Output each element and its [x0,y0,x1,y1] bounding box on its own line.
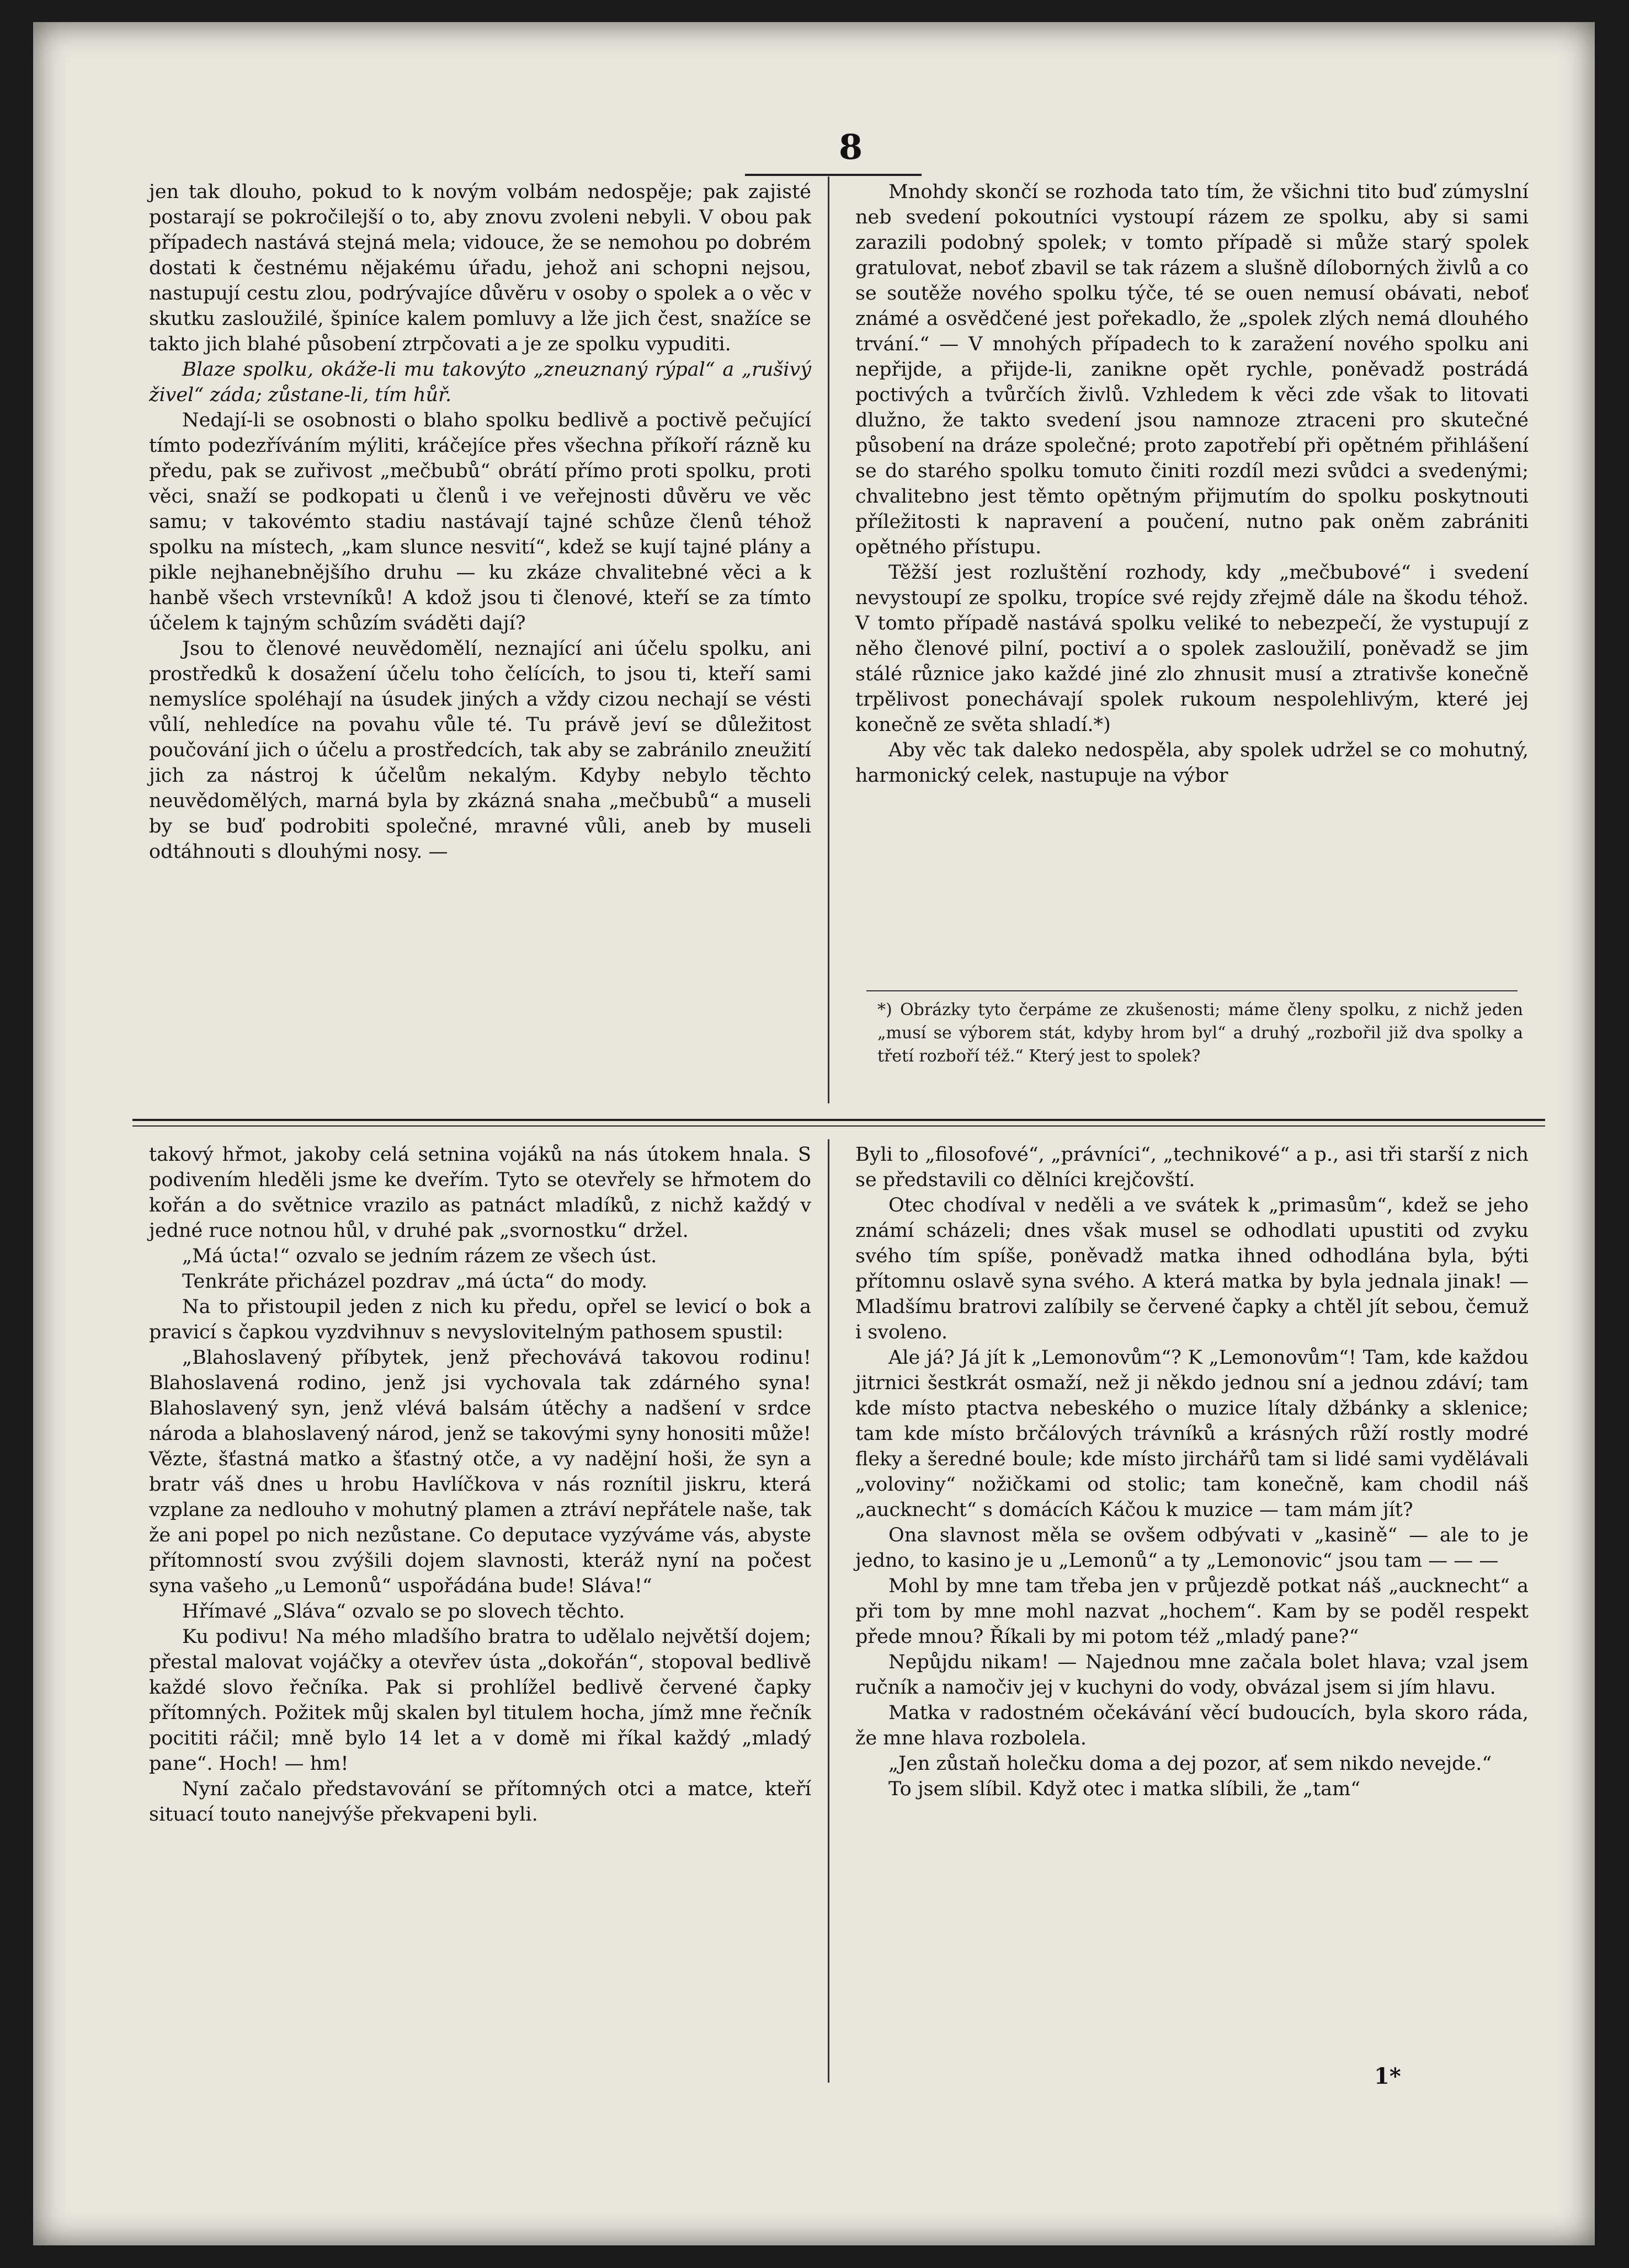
page-number-rule [745,174,922,176]
paragraph: Otec chodíval v neděli a ve svátek k „primasům“, kdež se jeho známí scházeli; dnes však musel se odhodlati upustiti od zvyku svého tím spíše, poněvadž matka ihned odhodlána byla, býti přítomnu oslavě syna svého. A která matka by byla jednala jinak! — Mladšímu bratrovi zalíbily se červené čapky a chtěl jít sebou, čemuž i svoleno. [855,1194,1529,1343]
signature-mark: 1* [1374,2063,1401,2089]
paragraph: Mnohdy skončí se rozhoda tato tím, že všichni tito buď zúmyslní neb svedení pokoutníci vystoupí rázem ze spolku, aby si sami zarazili podobný spolek; v tomto případě si může starý spolek gratulovat, neboť zbavil se tak rázem a slušně díloborných živlů a co se soutěže nového spolku týče, té se ouen nemusí obávati, neboť známé a osvědčené jest pořekadlo, že „spolek zlých nemá dlouhého trvání.“ — V mnohých případech to k zaražení nového spolku ani nepřijde, a přijde-li, zanikne opět rychle, poněvadž postrádá poctivých a tvůrčích živlů. Vzhledem k věci zde však to litovati dlužno, že takto svedení jsou namnoze ztraceni pro skutečné působení na dráze společné; proto zapotřebí při opětném přihlášení se do starého spolku tomuto činiti rozdíl mezi svůdci a svedenými; chvalitebno jest těmto opětným přijmutím do spolku poskytnouti příležitosti k napravení a poučení, nutno pak oněm zabrániti opětného přístupu. [855,181,1529,558]
paragraph: Ale já? Já jít k „Lemonovům“? K „Lemonovům“! Tam, kde každou jitrnici šestkrát osmaží, než ji někdo jednou sní a jednou zdáví; tam kde místo ptactva nebeského o muzice lítaly džbánky a sklenice; tam kde místo brčálových trávníků a krásných růží rostly modré fleky a šeredné boule; kde místo jirchářů tam si lidé sami vydělávali „voloviny“ nožičkami od stolic; tam konečně, kam chodil náš „aucknecht“ s domácích Káčou k muzice — tam mám jít? [855,1347,1529,1521]
paragraph: To jsem slíbil. Když otec i matka slíbili, že „tam“ [888,1778,1361,1800]
section-divider-thin [132,1125,1545,1127]
paragraph: Tenkráte přicházel pozdrav „má úcta“ do mody. [182,1271,648,1293]
article-column-left-top [149,179,811,864]
section-divider-thick [132,1119,1545,1121]
paragraph: „Blahoslavený příbytek, jenž přechovává takovou rodinu! Blahoslavená rodino, jenž jsi vychovala tak zdárného syna! Blahoslavený syn, jenž vlévá balsám útěchy a nadšení v srdce národa a blahoslavený národ, jenž se takovými syny honositi může! Vězte, šťastná matko a šťastný otče, a vy nadějní hoši, že syn a bratr váš dnes u hrobu Havlíčkova v nás roznítil jiskru, která vzplane za nedlouho v mohutný plamen a ztráví nepřátele naše, tak že ani popel po nich nezůstane. Co deputace vyzýváme vás, abyste přítomností svou zvýšili dojem slavnosti, kteráž nyní na počest syna vašeho „u Lemonů“ uspořádána bude! Sláva!“ [149,1347,811,1597]
paragraph: takový hřmot, jakoby celá setnina vojáků na nás útokem hnala. S podivením hleděli jsme ke dveřím. Tyto se otevřely se hřmotem do kořán a do světnice vrazilo as patnáct mladíků, z nichž každý v jedné ruce notnou hůl, v druhé pak „svornostku“ držel. [149,1144,811,1242]
page-number: 8 [839,127,863,167]
paragraph: Ku podivu! Na mého mladšího bratra to udělalo největší dojem; přestal malovat vojáčky a otevřev ústa „dokořán“, stopoval bedlivě každé slovo řečníka. Pak si prohlížel bedlivě červené čapky přítomných. Požitek můj skalen byl titulem hocha, jímž mne řečník pocititi ráčil; mně bylo 14 let a v domě mi říkal každý „mladý pane“. Hoch! — hm! [149,1626,811,1775]
footnote [877,999,1523,1068]
paragraph: Ona slavnost měla se ovšem odbývati v „kasině“ — ale to je jedno, to kasino je u „Lemonů“ a ty „Lemonovic“ jsou tam — — — [855,1524,1529,1572]
paragraph: Blaze spolku, okáže-li mu takovýto „zneuznaný rýpal“ a „rušivý živel“ záda; zůstane-li, tím hůř. [149,359,811,406]
paragraph: Nyní začalo představování se přítomných otci a matce, kteří situací touto nanejvýše překvapeni byli. [149,1778,811,1826]
paragraph: Na to přistoupil jeden z nich ku předu, opřel se levicí o bok a pravicí s čapkou vyzdvihnuv s nevyslovitelným pathosem spustil: [149,1296,811,1343]
column-divider-top [828,177,829,1103]
column-divider-bottom [828,1139,829,2083]
paragraph: Těžší jest rozluštění rozhody, kdy „mečbubové“ i svedení nevystoupí ze spolku, tropíce své rejdy zřejmě dále na škodu téhož. V tomto případě nastává spolku veliké to nebezpečí, že vystupují z něho členové pilní, poctiví a o spolek zasloužilí, poněvadž se jim stálé různice jako každé jiné zlo zhnusit musí a ztrativše konečně trpělivost ponechávají spolek rukoum nespolehlivým, které jej konečně ze světa shladí.*) [855,562,1529,736]
story-column-right [855,1142,1529,1802]
paragraph: „Má úcta!“ ozvalo se jedním rázem ze všech úst. [182,1245,657,1267]
footnote-rule [866,990,1518,991]
article-column-right-top [855,179,1529,788]
paragraph: jen tak dlouho, pokud to k novým volbám nedospěje; pak zajisté postarají se pokročilejší o to, aby znovu zvoleni nebyli. V obou pak případech nastává stejná mela; vidouce, že se nemohou po dobrém dostati k čestnému nějakému úřadu, jehož ani schopni nejsou, nastupují cestu zlou, podrývajíce důvěru v osoby o spolek a o věc v skutku zasloužilé, špiníce kalem pomluvy a lže jich čest, snažíce se takto jich blahé působení ztrpčovati a je ze spolku vypuditi. [149,181,811,355]
paragraph: Byli to „filosofové“, „právníci“, „technikové“ a p., asi tři starší z nich se představili co dělníci krejčovští. [855,1144,1529,1191]
paragraph: Mohl by mne tam třeba jen v průjezdě potkat náš „aucknecht“ a při tom by mne mohl nazvat „hochem“. Kam by se poděl respekt přede mnou? Říkali by mi potom též „mladý pane?“ [855,1575,1529,1648]
paragraph: Aby věc tak daleko nedospěla, aby spolek udržel se co mohutný, harmonický celek, nastupuje na výbor [855,739,1529,787]
paragraph: Nedají-li se osobnosti o blaho spolku bedlivě a poctivě pečující tímto podezříváním mýliti, kráčejíce přes všechna příkoří rázně ku předu, pak se zuřivost „mečbubů“ obrátí přímo proti spolku, proti věci, snaží se podkopati u členů i ve veřejnosti důvěru ve věc samu; v takovémto stadiu nastávají tajné schůze členů téhož spolku na místech, „kam slunce nesvití“, kdež se kují tajné plány a pikle nejhanebnějšího druhu — ku zkáze chvalitebné věci a k hanbě všech vrstevníků! A kdož jsou ti členové, kteří se za tímto účelem k tajným schůzím sváděti dají? [149,409,811,634]
paragraph: „Jen zůstaň holečku doma a dej pozor, ať sem nikdo nevejde.“ [888,1753,1492,1775]
paragraph: Hřímavé „Sláva“ ozvalo se po slovech těchto. [182,1600,625,1623]
paragraph: Matka v radostném očekávání věcí budoucích, byla skoro ráda, že mne hlava rozbolela. [855,1702,1529,1749]
paragraph: Jsou to členové neuvědomělí, neznající ani účelu spolku, ani prostředků k dosažení účelu toho čelících, to jsou ti, kteří sami nemyslíce spoléhají na úsudek jiných a vždy cizou nechají se vésti vůlí, nehledíce na povahu vůle té. Tu právě jeví se důležitost poučování jich o účelu a prostředcích, tak aby se zabránilo zneužití jich za nástroj k účelům nekalým. Kdyby nebylo těchto neuvědomělých, marná byla by zkázná snaha „mečbubů“ a museli by se buď podrobiti společné, mravné vůli, aneb by museli odtáhnouti s dlouhými nosy. — [149,638,811,863]
story-column-left [149,1142,811,1827]
paragraph: Nepůjdu nikam! — Najednou mne začala bolet hlava; vzal jsem ručník a namočiv jej v kuchyni do vody, obvázal jsem si jím hlavu. [855,1651,1529,1699]
footnote-text: *) Obrázky tyto čerpáme ze zkušenosti; máme členy spolku, z nichž jeden „musí se výborem stát, kdyby hrom byl“ a druhý „rozbořil již dva spolky a třetí rozboří též.“ Který jest to spolek? [877,1000,1523,1066]
